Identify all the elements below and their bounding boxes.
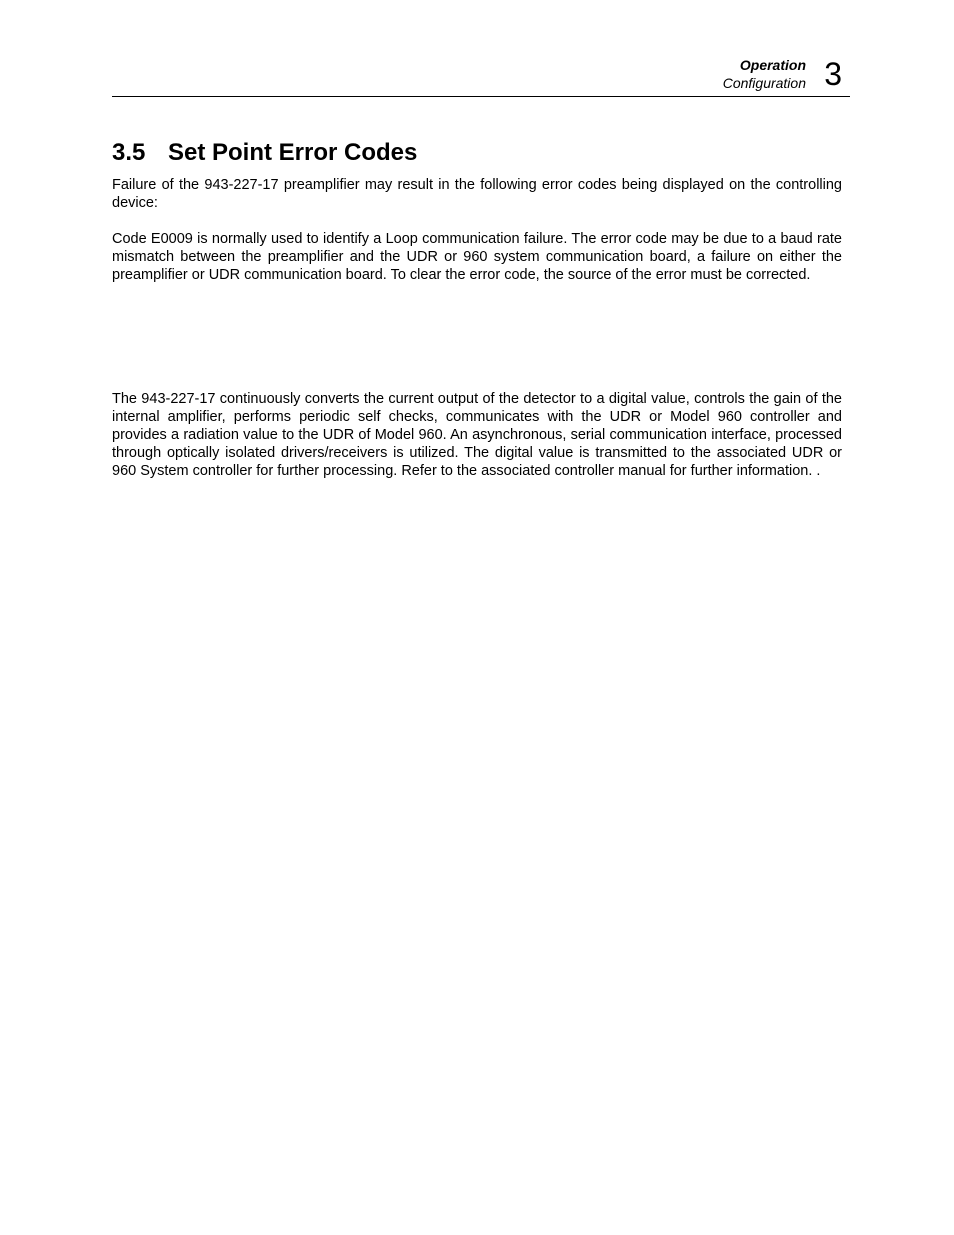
page-header [112,54,850,97]
paragraph-operation: The 943-227-17 continuously converts the current output of the detector to a digital value, controls the gain of the internal amplifier, performs periodic self checks, communicates with the UDR or Model 960 controller and provides a radiation value to the UDR of Model 960. An asynchronous, serial communication interface, processed through optically isolated drivers/receivers is utilized. The digital value is transmitted to the associated UDR or 960 System controller for further processing. Refer to the associated controller manual for further information. . [112,391,842,479]
paragraph-intro: Failure of the 943-227-17 preamplifier may result in the following error codes being displayed on the controlling device: [112,177,842,211]
running-head [723,56,806,92]
section-number: 3.5 [112,139,146,166]
chapter-number: 3 [824,56,842,92]
section-heading [112,138,417,168]
running-head-section: Configuration [722,75,806,91]
paragraph-error-code: Code E0009 is normally used to identify a Loop communication failure. The error code may be due to a baud rate mismatch between the preamplifier and the UDR or 960 system communication board, a failure on either the preamplifier or UDR communication board. To clear the error code, the source of the error must be corrected. [112,231,842,283]
running-head-chapter: Operation [739,57,806,73]
section-title: Set Point Error Codes [168,139,418,166]
